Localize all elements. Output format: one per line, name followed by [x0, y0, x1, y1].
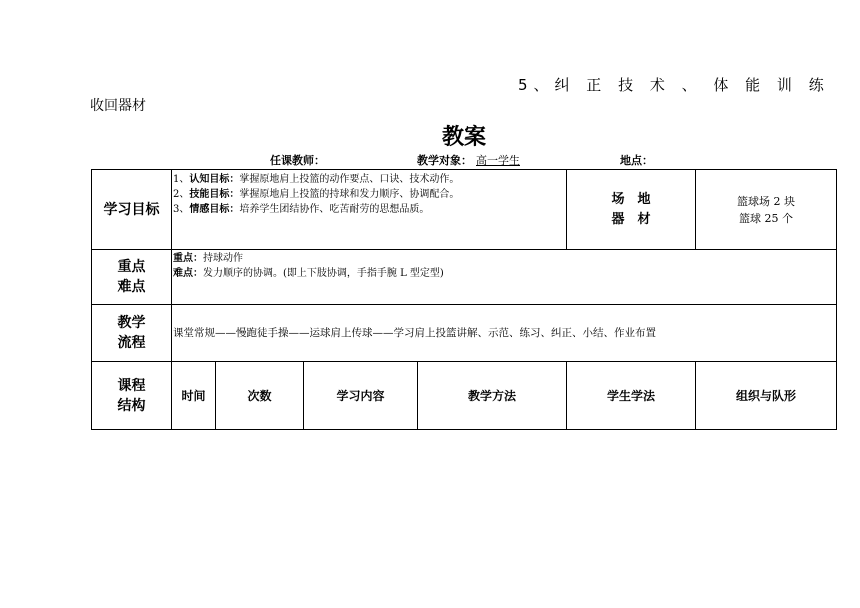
venue-label: 场 地 器 材	[567, 170, 696, 250]
key-point: 重点：持球动作	[173, 253, 243, 264]
objectives-list	[172, 170, 567, 250]
objective-item: 3、情感目标：培养学生团结协作、吃苦耐劳的思想品质。	[173, 204, 430, 215]
structure-row	[92, 362, 837, 430]
place-field	[620, 152, 657, 168]
keypoints-content	[172, 250, 837, 305]
structure-label: 课程 结构	[92, 362, 172, 430]
column-header-count: 次数	[216, 362, 304, 430]
header-line-5: 5、纠 正 技 术 、 体 能 训 练	[518, 76, 830, 94]
keypoints-row	[92, 250, 837, 305]
process-label: 教学 流程	[92, 305, 172, 362]
column-header-teaching-method: 教学方法	[418, 362, 567, 430]
target-label: 教学对象：	[417, 154, 472, 167]
keypoints-label: 重点 难点	[92, 250, 172, 305]
process-content: 课堂常规——慢跑徒手操——运球肩上传球——学习肩上投篮讲解、示范、练习、纠正、小结、作业布置	[172, 305, 837, 362]
target-field	[417, 152, 520, 168]
teacher-label: 任课教师：	[270, 154, 325, 167]
target-value: 高一学生	[476, 154, 520, 167]
header-collect-equipment: 收回器材	[90, 98, 146, 114]
place-label: 地点：	[620, 154, 653, 167]
column-header-time: 时间	[172, 362, 216, 430]
column-header-organization: 组织与队形	[696, 362, 837, 430]
page-title: 教案	[441, 125, 486, 150]
process-row	[92, 305, 837, 362]
difficult-point: 难点：发力顺序的协调。(即上下肢协调，手指手腕 L 型定型)	[173, 268, 444, 279]
objectives-row	[92, 170, 837, 250]
column-header-student-method: 学生学法	[567, 362, 696, 430]
column-header-content: 学习内容	[304, 362, 418, 430]
teacher-field	[270, 152, 329, 168]
equipment-value: 篮球场 2 块 篮球 25 个	[696, 170, 837, 250]
lesson-plan-table	[91, 169, 837, 430]
objective-item: 2、技能目标：掌握原地肩上投篮的持球和发力顺序、协调配合。	[173, 189, 460, 200]
objective-item: 1、认知目标：掌握原地肩上投篮的动作要点、口诀、技术动作。	[173, 174, 460, 185]
objectives-label: 学习目标	[92, 170, 172, 250]
